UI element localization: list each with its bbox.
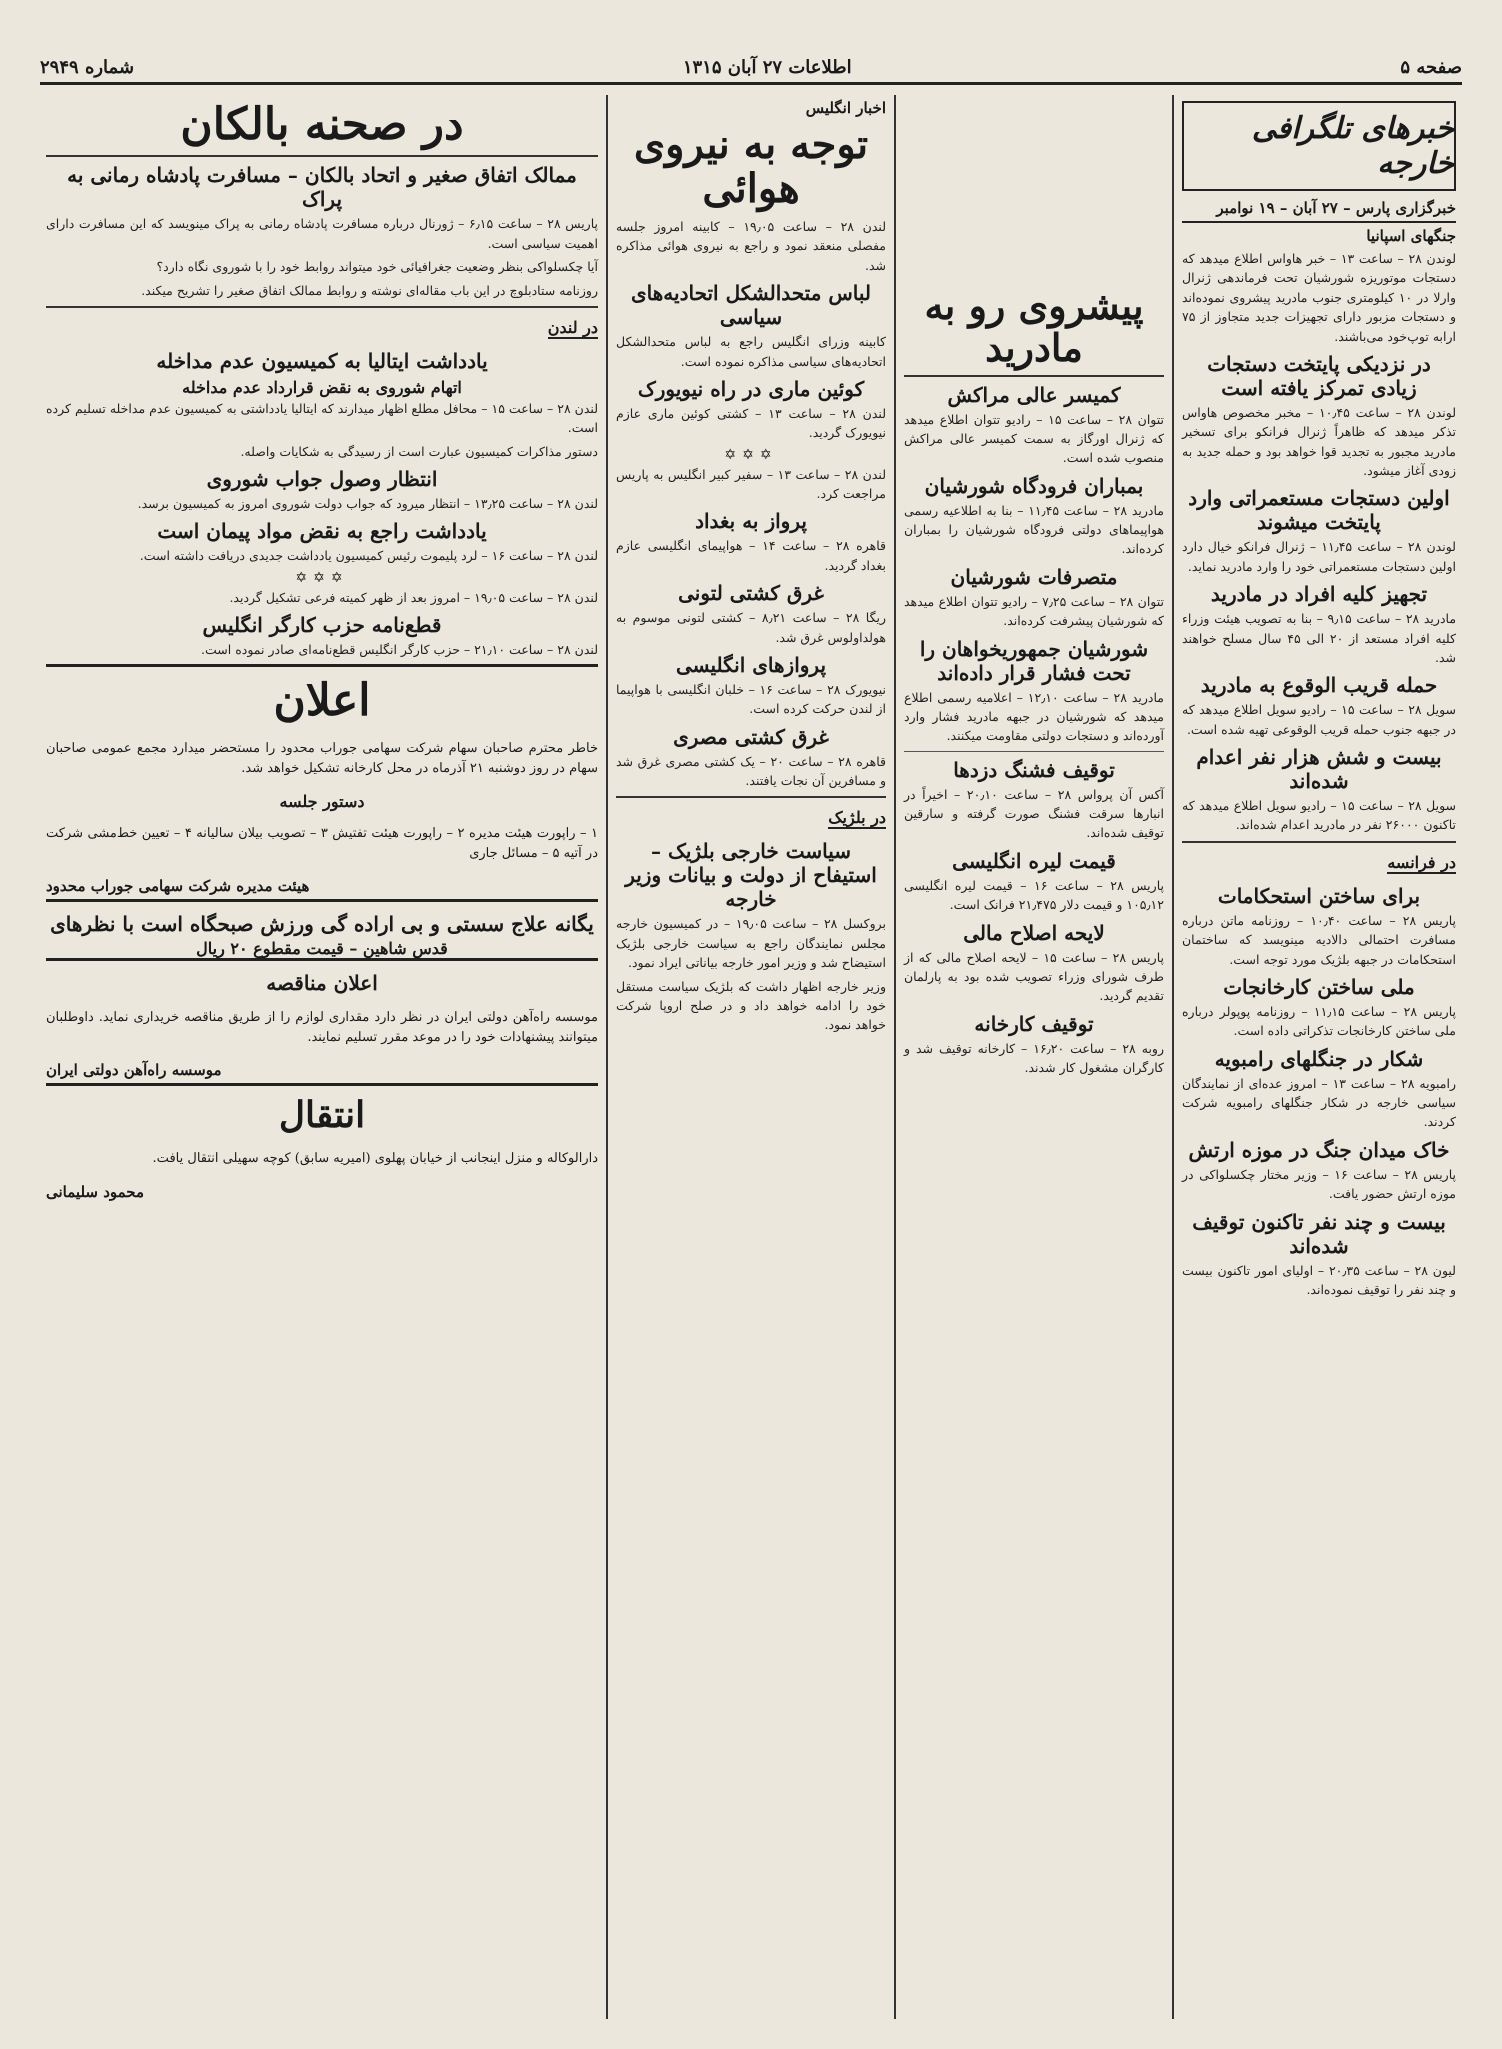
ad-line: یگانه علاج سستی و بی اراده گی ورزش صبحگاه است با نظرهای — [50, 912, 594, 937]
ad-signature: موسسه راه‌آهن دولتی ایران — [46, 1061, 222, 1080]
paragraph: مادرید ۲۸ – ساعت ۹٫۱۵ – بنا به تصویب هیئت وزراء کلیه افراد مستعد از ۲۰ الی ۴۵ سال مسلح خواهند شد. — [1182, 611, 1457, 665]
paragraph: نیویورک ۲۸ – ساعت ۱۶ – خلبان انگلیسی با هواپیما از لندن حرکت کرده است. — [616, 681, 886, 717]
subheading: پرواز به بغداد — [695, 509, 807, 534]
paragraph: پاریس ۲۸ – ساعت ۱۵ – لایحه اصلاح مالی که از طرف شورای وزراء تصویب شده بود به پارلمان تقدیم گردید. — [904, 949, 1164, 1004]
subheading: انتظار وصول جواب شوروی — [206, 467, 438, 492]
page-label: صفحه ۵ — [1400, 56, 1462, 78]
column-foreign-news — [1176, 95, 1462, 2019]
paragraph: لندن ۲۸ – ساعت ۱۹٫۰۵ – کابینه امروز جلسه مفصلی منعقد نمود و راجع به نیروی هوائی مذاکره شد. — [616, 219, 887, 273]
paragraph: بروکسل ۲۸ – ساعت ۱۹٫۰۵ – در کمیسیون خارجه مجلس نمایندگان راجع به سیاست خارجی بلژیک استیضاح شد و وزیر امور خارجه بیاناتی ایراد نمود. — [616, 916, 886, 971]
subheading: غرق کشتی مصری — [673, 724, 829, 749]
paragraph: تتوان ۲۸ – ساعت ۱۵ – رادیو تتوان اطلاع میدهد که ژنرال اورگاز به سمت کمیسر عالی مراکش منصوب شده است. — [904, 411, 1165, 466]
paragraph: کابینه وزرای انگلیس راجع به لباس متحدالشکل اتحادیه‌های سیاسی مذاکره نموده است. — [616, 334, 886, 369]
subheading: بمباران فرودگاه شورشیان — [924, 473, 1144, 498]
paragraph: لندن ۲۸ – ساعت ۲۱٫۱۰ – حزب کارگر انگلیس قطع‌نامه‌ای صادر نموده است. — [201, 642, 598, 658]
agency-line: خبرگزاری پارس – ۲۷ آبان – ۱۹ نوامبر — [1182, 195, 1456, 223]
ad-title: اعلان — [273, 674, 371, 726]
advertisement-exercise — [46, 899, 598, 958]
subheading: در نزدیکی پایتخت دستجات زیادی تمرکز یافته است — [1207, 351, 1431, 400]
paper-date: اطلاعات ۲۷ آبان ۱۳۱۵ — [682, 56, 852, 78]
section-label: در لندن — [547, 317, 598, 337]
paragraph: دستور مذاکرات کمیسیون عبارت است از رسیدگی به شکایات واصله. — [240, 443, 598, 459]
kicker: اخبار انگلیس — [805, 99, 886, 117]
ad-signature: محمود سلیمانی — [46, 1182, 145, 1201]
balkan-headline: در صحنه بالکان — [180, 99, 464, 150]
subheading: ممالک اتفاق صغیر و اتحاد بالکان – مسافرت پادشاه رمانی به پراک — [67, 163, 577, 212]
column-rule — [894, 95, 896, 2019]
subheading: توقیف فشنگ دزدها — [953, 757, 1115, 782]
section-label: در بلژیک — [828, 808, 886, 828]
ad-title: انتقال — [278, 1094, 366, 1137]
subheading: غرق کشتی لتونی — [678, 581, 824, 606]
ad-body: موسسه راه‌آهن دولتی ایران در نظر دارد مقداری لوازم را از طریق مناقصه خریداری نماید. داوطلبان میتوانند پیشنهادات خود را در موعد مقرر تسلیم نمایند. — [46, 1010, 598, 1046]
ad-agenda-title: دستور جلسه — [279, 791, 365, 811]
column-england-news — [610, 95, 892, 2019]
subheading: بیست و چند نفر تاکنون توقیف شده‌اند — [1192, 1209, 1446, 1258]
paragraph: لندن ۲۸ – ساعت ۱۳ – سفیر کبیر انگلیس به پاریس مراجعت کرد. — [616, 466, 887, 501]
subheading: لباس متحدالشکل اتحادیه‌های سیاسی — [630, 281, 872, 330]
ad-signature: هیئت مدیره شرکت سهامی جوراب محدود — [46, 877, 310, 896]
subheading: یادداشت راجع به نقض مواد پیمان است — [157, 519, 487, 544]
foreign-telegrams-logo — [1182, 101, 1456, 191]
paragraph: ریگا ۲۸ – ساعت ۸٫۲۱ – کشتی لتونی موسوم به هولداولوس غرق شد. — [616, 610, 887, 645]
subheading: تجهیز کلیه افراد در مادرید — [1210, 582, 1428, 607]
england-headline: توجه به نیروی هوائی — [633, 121, 869, 212]
paragraph: سویل ۲۸ – ساعت ۱۵ – رادیو سویل اطلاع میدهد که در جبهه جنوب حمله قریب الوقوعی تهیه شده است. — [1182, 702, 1456, 737]
advertisement-tender — [46, 958, 598, 1079]
subheading: کمیسر عالی مراکش — [947, 382, 1121, 407]
paragraph: لیون ۲۸ – ساعت ۲۰٫۳۵ – اولیای امور تاکنون بیست و چند نفر را توقیف نموده‌اند. — [1182, 1262, 1456, 1297]
paragraph: لندن ۲۸ – ساعت ۱۶ – لرد پلیموت رئیس کمیسیون یادداشت جدیدی دریافت داشته است. — [139, 548, 598, 564]
advertisement-relocation — [46, 1083, 598, 1200]
paragraph: مادرید ۲۸ – ساعت ۱۱٫۴۵ – بنا به اطلاعیه رسمی هواپیماهای دولتی فرودگاه شورشیان را بمباران کرده‌اند. — [904, 502, 1165, 557]
advertisement-notice — [46, 664, 598, 896]
paragraph: رامبویه ۲۸ – ساعت ۱۳ – امروز عده‌ای از نمایندگان سیاسی خارجه در شکار جنگلهای رامبویه شرکت کردند. — [1182, 1075, 1456, 1130]
subheading: کوئین ماری در راه نیویورک — [637, 376, 865, 401]
star-divider: ✡✡✡ — [724, 446, 778, 463]
paragraph: لندن ۲۸ – ساعت ۱۹٫۰۵ – امروز بعد از ظهر کمیته فرعی تشکیل گردید. — [229, 589, 598, 605]
subheading: قیمت لیره انگلیسی — [952, 848, 1116, 873]
logo-text: خبرهای تلگرافی خارجه — [1251, 111, 1454, 181]
ad-body: دارالوکاله و منزل اینجانب از خیابان پهلوی (امیریه سابق) کوچه سهیلی انتقال یافت. — [152, 1151, 598, 1167]
kicker: جنگهای اسپانیا — [1366, 227, 1456, 245]
subheading: خاک میدان جنگ در موزه ارتش — [1188, 1137, 1450, 1162]
main-headline: پیشروی رو به مادرید — [924, 283, 1144, 370]
paragraph: تتوان ۲۸ – ساعت ۷٫۲۵ – رادیو تتوان اطلاع میدهد که شورشیان پیشرفت کرده‌اند. — [904, 593, 1165, 629]
paragraph: قاهره ۲۸ – ساعت ۲۰ – یک کشتی مصری غرق شد و مسافرین آن نجات یافتند. — [616, 753, 887, 788]
paragraph: لندن ۲۸ – ساعت ۱۳ – کشتی کوئین ماری عازم نیویورک گردید. — [616, 405, 887, 441]
subheading: ملی ساختن کارخانجات — [1223, 974, 1415, 999]
subheading: شکار در جنگلهای رامبویه — [1214, 1046, 1424, 1071]
subheading: شورشیان جمهوریخواهان را تحت فشار قرار داده‌اند — [919, 636, 1149, 685]
subheading: حمله قریب الوقوع به مادرید — [1200, 673, 1438, 698]
paragraph: لوندن ۲۸ – ساعت ۱۳ – خبر هاواس اطلاع میدهد که دستجات موتوریزه شورشیان تحت فرماندهی ژنرال وارلا در ۱۰ کیلومتری جنوب مادرید پیشروی نموده‌اند و دستجات مزبور دارای تجهیزات جدید متجاوز از ۷۵ ارابه توپ‌خود می‌باشند. — [1182, 251, 1456, 344]
paragraph: پاریس ۲۸ – ساعت ۱۶ – وزیر مختار چکسلواکی در موزه ارتش حضور یافت. — [1182, 1166, 1457, 1202]
paragraph: پاریس ۲۸ – ساعت ۱۱٫۱۵ – روزنامه پوپولر درباره ملی ساختن کارخانجات تذکراتی داده است. — [1182, 1003, 1456, 1039]
subheading: بیست و شش هزار نفر اعدام شده‌اند — [1196, 745, 1442, 793]
issue-number: شماره ۲۹۴۹ — [40, 56, 135, 78]
column-rule — [1172, 95, 1174, 2019]
subheading: توقیف کارخانه — [974, 1011, 1094, 1036]
masthead — [40, 52, 1462, 85]
paragraph: قاهره ۲۸ – ساعت ۱۴ – هواپیمای انگلیسی عازم بغداد گردید. — [616, 538, 887, 573]
subheading: متصرفات شورشیان — [950, 564, 1118, 589]
column-spain-news — [898, 95, 1170, 2019]
column-balkan-news — [40, 95, 604, 2019]
paragraph: روبه ۲۸ – ساعت ۱۶٫۲۰ – کارخانه توقیف شد و کارگران مشغول کار شدند. — [904, 1040, 1164, 1076]
paragraph: وزیر خارجه اظهار داشت که بلژیک سیاست مستقل خود را ادامه خواهد داد و در صلح اروپا شرکت خواهد نمود. — [616, 978, 886, 1033]
paragraph: لوندن ۲۸ – ساعت ۱۱٫۴۵ – ژنرال فرانکو خیال دارد اولین دستجات مستعمراتی خود را وارد مادرید نماید. — [1182, 539, 1456, 574]
subheading: اتهام شوروی به نقض قرارداد عدم مداخله — [182, 377, 462, 397]
paragraph: پاریس ۲۸ – ساعت ۶٫۱۵ – ژورنال درباره مسافرت پادشاه رمانی به پراک مینویسد که این مسافرت دارای اهمیت سیاسی است. — [46, 216, 599, 251]
ad-agenda: ۱ – راپورت هیئت مدیره ۲ – راپورت هیئت تفتیش ۳ – تصویب بیلان سالیانه ۴ – تعیین خط‌مشی شرکت در آتیه ۵ – مسائل جاری — [46, 825, 598, 861]
paragraph: روزنامه ستادبلوچ در این باب مقاله‌ای نوشته و روابط ممالک اتفاق صغیر را تشریح میکند. — [141, 282, 598, 298]
paragraph: لوندن ۲۸ – ساعت ۱۰٫۴۵ – مخبر مخصوص هاواس تذکر میدهد که ظاهراً ژنرال فرانکو برای تسخیر مادرید مجبور به تجدید قوا خواهد بود و حمله جدید به زودی آغاز میشود. — [1182, 404, 1456, 478]
column-rule — [606, 95, 608, 2019]
paragraph: پاریس ۲۸ – ساعت ۱۶ – قیمت لیره انگلیسی ۱۰۵٫۱۲ و قیمت دلار ۲۱٫۴۷۵ فرانک است. — [904, 877, 1164, 913]
subheading: یادداشت ایتالیا به کمیسیون عدم مداخله — [156, 348, 488, 373]
paragraph: آکس آن پرواس ۲۸ – ساعت ۲۰٫۱۰ – اخیراً در انبارها سرقت فشنگ صورت گرفته و سارقین توقیف شده‌اند. — [904, 786, 1164, 841]
paragraph: مادرید ۲۸ – ساعت ۱۲٫۱۰ – اعلامیه رسمی اطلاع میدهد که شورشیان در جبهه مادرید فشار وارد آورده‌اند و دستجات دولتی مقاومت میکنند. — [904, 689, 1164, 744]
paragraph: لندن ۲۸ – ساعت ۱۵ – محافل مطلع اظهار میدارند که ایتالیا یادداشتی به کمیسیون عدم مداخله تسلیم کرده است. — [46, 400, 599, 436]
paragraph: آیا چکسلواکی بنظر وضعیت جغرافیائی خود میتواند روابط خود را با شوروی نگاه دارد؟ — [156, 259, 598, 275]
subheading: سیاست خارجی بلژیک – استیفاح از دولت و بیانات وزیر خارجه — [625, 839, 877, 912]
paragraph: پاریس ۲۸ – ساعت ۱۰٫۴۰ – روزنامه ماتن درباره مسافرت احتمالی دالادیه مینویسد که ساختمان استحکامات در جبهه بلژیک مورد توجه است. — [1182, 912, 1457, 967]
paragraph: لندن ۲۸ – ساعت ۱۳٫۲۵ – انتظار میرود که جواب دولت شوروی امروز به کمیسیون برسد. — [137, 496, 598, 512]
star-divider: ✡✡✡ — [295, 569, 349, 586]
subheading: قطع‌نامه حزب کارگر انگلیس — [202, 613, 442, 638]
subheading: پروازهای انگلیسی — [675, 652, 827, 677]
ad-title: اعلان مناقصه — [266, 971, 378, 996]
subheading: اولین دستجات مستعمراتی وارد پایتخت میشوند — [1188, 486, 1450, 535]
ad-line: قدس شاهین – قیمت مقطوع ۲۰ ریال — [196, 939, 448, 959]
section-label: در فرانسه — [1387, 852, 1456, 872]
subheading: لایحه اصلاح مالی — [963, 920, 1105, 945]
paragraph: سویل ۲۸ – ساعت ۱۵ – رادیو سویل اطلاع میدهد که تاکنون ۲۶۰۰۰ نفر در مادرید اعدام شده‌اند. — [1182, 798, 1456, 833]
subheading: برای ساختن استحکامات — [1217, 883, 1421, 908]
ad-body: خاطر محترم صاحبان سهام شرکت سهامی جوراب محدود را مستحضر میدارد مجمع عمومی صاحبان سهام در روز دوشنبه ۲۱ آذرماه در محل کارخانه تشکیل خواهد شد. — [46, 740, 598, 776]
